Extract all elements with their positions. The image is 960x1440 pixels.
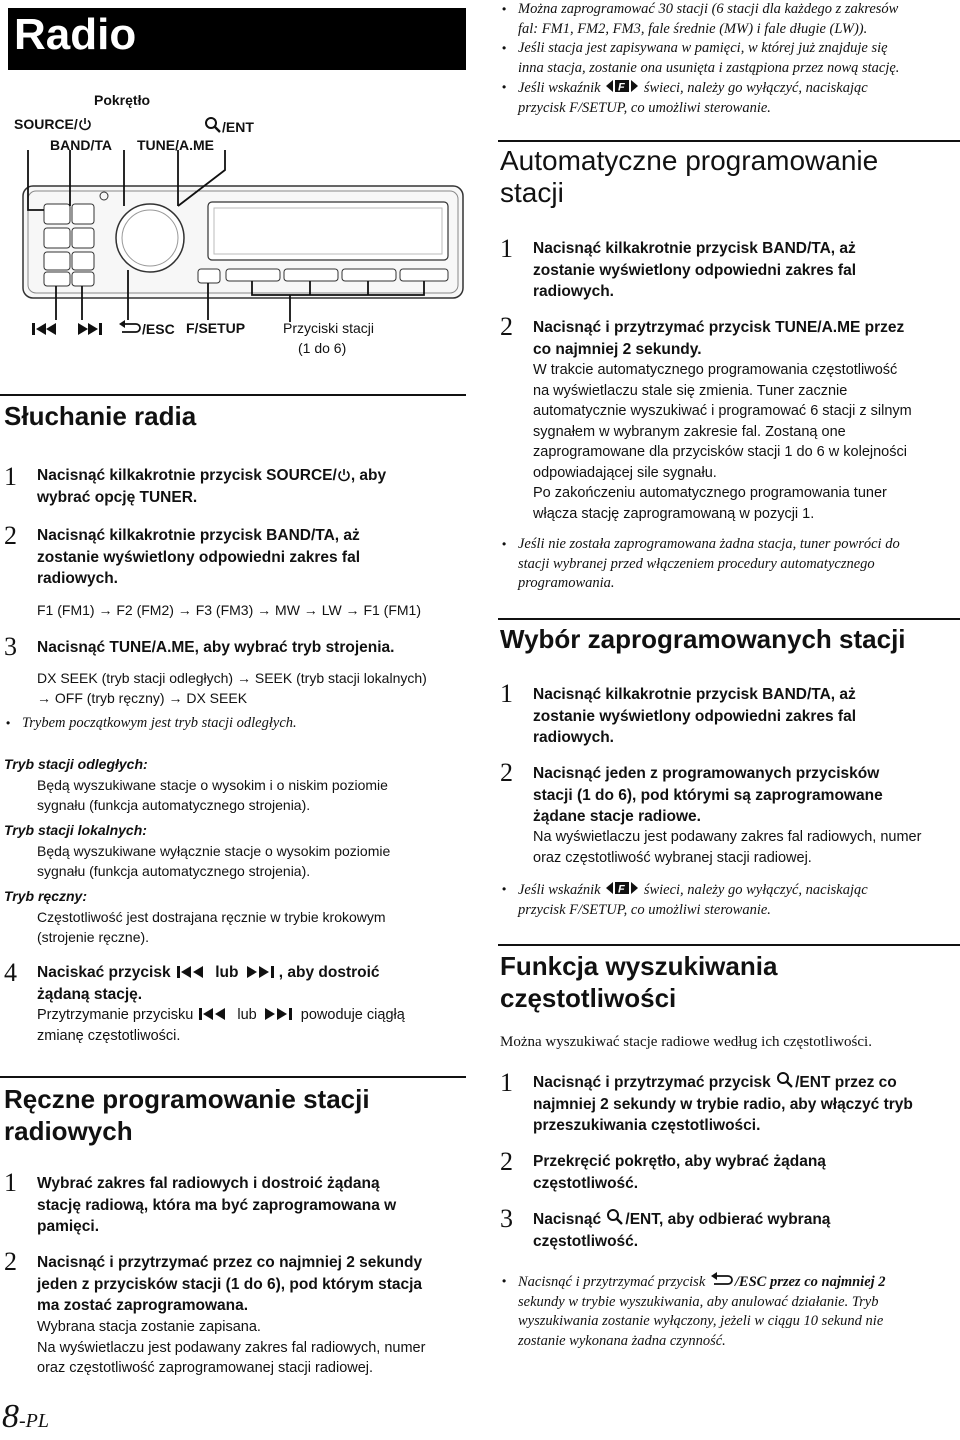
mode-manual-desc: Częstotliwość jest dostrajana ręcznie w trybie krokowym (strojenie ręczne).	[37, 909, 386, 945]
mode-local-heading: Tryb stacji lokalnych:	[4, 822, 147, 838]
search-icon	[775, 1071, 795, 1089]
band-ta-label: BAND/TA	[50, 137, 112, 153]
preset-step-1: Nacisnąć kilkakrotnie przycisk BAND/TA, aż zostanie wyświetlony odpowiedni zakres fal radiowych.	[533, 686, 856, 746]
listening-step-2: Nacisnąć kilkakrotnie przycisk BAND/TA, aż zostanie wyświetlony odpowiedni zakres fal radiowych.	[37, 527, 360, 587]
page-number: 8-PL	[2, 1398, 49, 1435]
search-step-3: Nacisnąć /ENT, aby odbierać wybraną częstotliwość.	[533, 1208, 830, 1252]
listening-step-1: Nacisnąć kilkakrotnie przycisk SOURCE/ , aby wybrać opcję TUNER.	[37, 467, 387, 506]
step-number: 2	[500, 758, 513, 787]
esc-label: /ESC	[118, 320, 175, 337]
band-sequence: F1 (FM1) → F2 (FM2) → F3 (FM3) → MW → LW → F1 (FM1)	[37, 602, 422, 618]
search-heading: Funkcja wyszukiwania częstotliwości	[500, 951, 778, 1013]
preset-step-2: Nacisnąć jeden z programowanych przycisków stacji (1 do 6), pod którymi są zaprogramowane żądane stacje radiowe.	[533, 765, 883, 825]
preset-range-label: (1 do 6)	[298, 340, 347, 356]
ent-label: /ENT	[204, 116, 254, 135]
f-indicator-icon	[604, 880, 640, 896]
listening-step-4: Naciskać przycisk lub , aby dostroić żądaną stację.	[37, 964, 380, 1003]
step-number: 2	[500, 312, 513, 341]
bullet-icon: •	[6, 716, 11, 730]
listening-step-3: Nacisnąć TUNE/A.ME, aby wybrać tryb strojenia.	[37, 639, 395, 656]
step-number: 3	[4, 632, 17, 661]
power-icon	[337, 468, 351, 482]
note-f-indicator: Jeśli wskaźnik F świeci, należy go wyłączyć, naciskając przycisk F/SETUP, co umożliwi sterowanie.	[518, 80, 868, 116]
auto-heading: Automatyczne programowanie stacji	[500, 145, 879, 208]
radio-faceplate-diagram	[0, 150, 470, 330]
prev-track-icon	[197, 1007, 233, 1021]
step-number: 2	[500, 1147, 513, 1176]
step-number: 1	[500, 1068, 513, 1097]
svg-text:F: F	[618, 883, 625, 896]
search-step-2: Przekręcić pokrętło, aby wybrać żądaną częstotliwość.	[533, 1153, 826, 1192]
mode-manual-heading: Tryb ręczny:	[4, 888, 87, 904]
search-icon	[204, 116, 222, 134]
section-rule	[0, 1076, 466, 1078]
step-number: 1	[500, 679, 513, 708]
search-icon	[605, 1208, 625, 1226]
svg-text:F: F	[618, 81, 625, 94]
section-rule	[498, 618, 960, 620]
preset-step-2-note: Na wyświetlaczu jest podawany zakres fal radiowych, numer oraz częstotliwość wybranej stacji radiowej.	[533, 829, 922, 866]
knob-label: Pokrętło	[94, 92, 151, 108]
mode-dx-desc: Będą wyszukiwane stacje o wysokim i o niskim poziomie sygnału (funkcja automatycznego strojenia).	[37, 777, 388, 813]
preset-buttons-label: Przyciski stacji	[283, 320, 375, 336]
source-label: SOURCE/	[14, 116, 92, 132]
next-track-icon	[261, 1007, 297, 1021]
manual-step-2: Nacisnąć i przytrzymać przez co najmniej 2 sekundy jeden z przycisków stacji (1 do 6), pod którym stacja ma zostać zaprogramowana.	[37, 1254, 423, 1314]
note-default-mode: Trybem początkowym jest tryb stacji odległych.	[22, 715, 297, 731]
step-number: 2	[4, 521, 17, 550]
note-overwrite: Jeśli stacja jest zapisywana w pamięci, w której już znajduje się inna stacja, zostanie ona usunięta i zastąpiona przez nową stację.	[518, 40, 900, 76]
bullet-icon: •	[502, 537, 507, 551]
tune-ame-label: TUNE/A.ME	[137, 137, 214, 153]
note-capacity: Można zaprogramować 30 stacji (6 stacji dla każdego z zakresów fal: FM1, FM2, FM3, fale średnie (MW) i fale długie (LW)).	[518, 1, 899, 37]
search-intro: Można wyszukiwać stacje radiowe według ich częstotliwości.	[500, 1034, 872, 1050]
manual-heading: Ręczne programowanie stacji radiowych	[4, 1084, 370, 1146]
listening-step-4-note: Przytrzymanie przycisku lub powoduje ciągłą zmianę częstotliwości.	[37, 1007, 405, 1044]
section-rule	[498, 140, 960, 142]
return-icon	[709, 1272, 735, 1288]
auto-step-2-note: W trakcie automatycznego programowania częstotliwość na wyświetlaczu stale się zmienia. Tuner zacznie automatycznie wyszukiwać i programować 6 stacji z silnym sygnałem w wybranym zakresie fal. Zostaną one zaprogramowane dla przycisków stacji 1 do 6 w kolejności odpowiadającej sile sygnału. Po zakończeniu automatycznego programowania tuner włącza stację zaprogramowaną w pozycji 1.	[533, 362, 912, 522]
bullet-icon: •	[502, 2, 507, 16]
manual-step-1: Wybrać zakres fal radiowych i dostroić żądaną stację radiową, która ma być zaprogramowana w pamięci.	[37, 1175, 397, 1235]
auto-step-2: Nacisnąć i przytrzymać przycisk TUNE/A.ME przez co najmniej 2 sekundy.	[533, 319, 905, 358]
auto-step-1: Nacisnąć kilkakrotnie przycisk BAND/TA, aż zostanie wyświetlony odpowiedni zakres fal radiowych.	[533, 240, 856, 300]
page-title: Radio	[14, 10, 137, 59]
step-number: 4	[4, 958, 17, 987]
step-number: 1	[4, 1168, 17, 1197]
return-icon	[118, 320, 142, 336]
step-number: 2	[4, 1247, 17, 1276]
mode-local-desc: Będą wyszukiwane wyłącznie stacje o wysokim poziomie sygnału (funkcja automatycznego strojenia).	[37, 843, 391, 879]
preset-note: Jeśli wskaźnik F świeci, należy go wyłączyć, naciskając przycisk F/SETUP, co umożliwi sterowanie.	[518, 882, 868, 918]
preset-heading: Wybór zaprogramowanych stacji	[500, 624, 906, 654]
manual-step-2-note: Wybrana stacja zostanie zapisana. Na wyświetlaczu jest podawany zakres fal radiowych, numer oraz częstotliwość zaprogramowanej stacji radiowej.	[37, 1319, 426, 1376]
bullet-icon: •	[502, 882, 507, 896]
prev-track-icon	[30, 320, 110, 338]
f-setup-label: F/SETUP	[186, 320, 246, 336]
search-step-1: Nacisnąć i przytrzymać przycisk /ENT przez co najmniej 2 sekundy w trybie radio, aby włączyć tryb przeszukiwania częstotliwości.	[533, 1071, 913, 1137]
section-rule	[0, 394, 466, 396]
step-number: 1	[500, 234, 513, 263]
step-number: 3	[500, 1204, 513, 1233]
power-icon	[78, 117, 92, 131]
bullet-icon: •	[502, 1274, 507, 1288]
f-indicator-icon	[604, 78, 640, 94]
listening-heading: Słuchanie radia	[4, 401, 197, 431]
mode-dx-heading: Tryb stacji odległych:	[4, 756, 148, 772]
next-track-icon	[243, 965, 279, 979]
prev-next-icons	[30, 320, 110, 343]
bullet-icon: •	[502, 80, 507, 94]
search-note: Nacisnąć i przytrzymać przycisk /ESC przez co najmniej 2 sekundy w trybie wyszukiwania, aby anulować działanie. Tryb wyszukiwania zostanie wyłączony, jeżeli w ciągu 10 sekund nie zostanie wykonana żadna czynność.	[518, 1274, 886, 1349]
step-number: 1	[4, 462, 17, 491]
section-rule	[498, 944, 960, 946]
seek-sequence: DX SEEK (tryb stacji odległych) → SEEK (tryb stacji lokalnych) → OFF (tryb ręczny) → DX SEEK	[37, 670, 427, 706]
bullet-icon: •	[502, 41, 507, 55]
auto-note: Jeśli nie została zaprogramowana żadna stacja, tuner powróci do stacji wybranej przed włączeniem procedury automatycznego programowania.	[518, 536, 900, 591]
prev-track-icon	[175, 965, 211, 979]
